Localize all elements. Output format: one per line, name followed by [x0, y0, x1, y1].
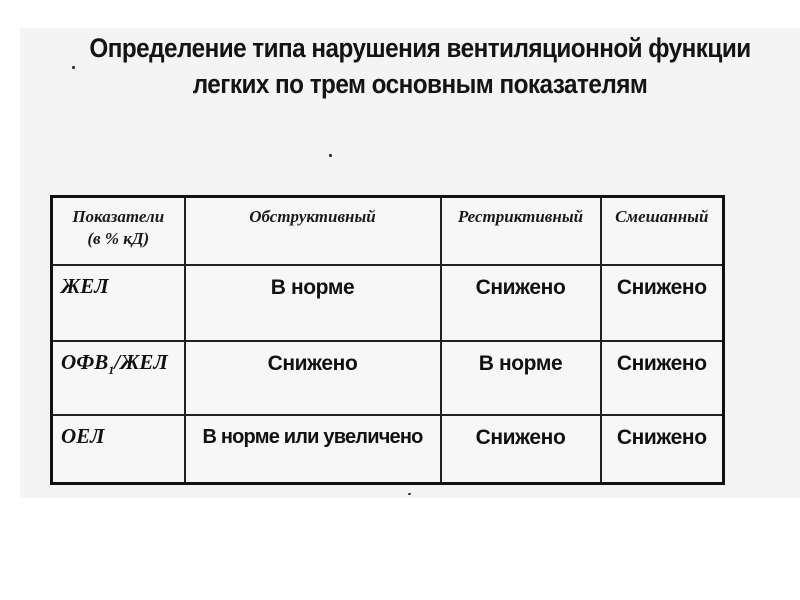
header-mixed: Смешанный: [601, 197, 724, 265]
scan-speck: [329, 154, 332, 157]
ventilation-type-table: [50, 195, 725, 485]
header-indicators: [52, 197, 185, 265]
cell-restrictive: В норме: [441, 341, 601, 415]
title-line-2: легких по трем основным показателям: [192, 69, 648, 99]
row-label-oel: ОЕЛ: [52, 415, 185, 484]
row-label-zhel: ЖЕЛ: [52, 265, 185, 341]
cell-restrictive: Снижено: [441, 265, 601, 341]
header-restrictive: Рестриктивный: [441, 197, 601, 265]
cell-mixed: Снижено: [601, 341, 724, 415]
cell-mixed: Снижено: [601, 415, 724, 484]
table-row: [52, 265, 724, 341]
slide-title: [78, 30, 762, 102]
header-obstructive: Обструктивный: [185, 197, 441, 265]
header-indicators-line1: Показатели: [72, 207, 165, 226]
title-line-1: Определение типа нарушения вентиляционной функции: [89, 33, 751, 63]
cell-obstructive: В норме или увеличено: [185, 415, 441, 484]
row-label-subscript: 1: [108, 362, 115, 377]
header-indicators-line2: (в % кД): [87, 229, 150, 248]
scan-speck: [72, 66, 75, 69]
row-label-prefix: ОФВ: [61, 349, 109, 374]
scan-speck: [408, 493, 411, 495]
cell-mixed: Снижено: [601, 265, 724, 341]
table-header-row: [52, 197, 724, 265]
table-row: [52, 341, 724, 415]
row-label-suffix: /ЖЕЛ: [114, 349, 168, 374]
cell-obstructive: В норме: [185, 265, 441, 341]
table-row: [52, 415, 724, 484]
cell-obstructive: Снижено: [185, 341, 441, 415]
row-label-ofv1-zhel: [52, 341, 185, 415]
cell-restrictive: Снижено: [441, 415, 601, 484]
